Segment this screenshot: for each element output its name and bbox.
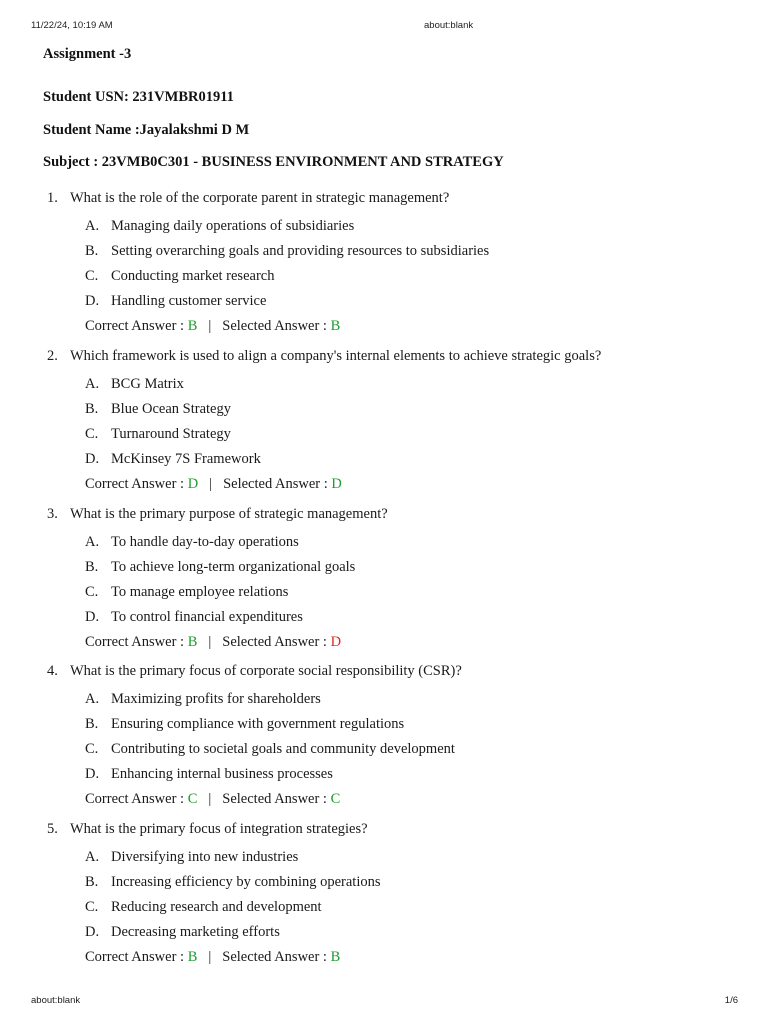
option-d — [85, 766, 333, 783]
option-text: Managing daily operations of subsidiaries — [111, 218, 355, 234]
option-c — [85, 268, 274, 285]
question-number: 5. — [47, 821, 58, 837]
correct-answer-value: B — [187, 318, 198, 334]
option-letter: C. — [85, 584, 99, 600]
option-text: To achieve long-term organizational goals — [111, 559, 356, 575]
selected-answer-value: D — [331, 476, 342, 492]
answer-separator: | — [208, 949, 212, 965]
option-a — [85, 376, 184, 393]
correct-answer-value: B — [187, 634, 198, 650]
question-text: Which framework is used to align a company's internal elements to achieve strategic goals? — [70, 348, 602, 364]
option-letter: D. — [85, 924, 100, 940]
option-d — [85, 293, 266, 310]
option-c — [85, 584, 288, 601]
question-text: What is the primary focus of integration strategies? — [70, 821, 368, 837]
answer-line — [85, 318, 340, 335]
option-b — [85, 401, 231, 418]
option-text: Contributing to societal goals and community development — [111, 741, 455, 757]
option-text: To control financial expenditures — [111, 609, 303, 625]
option-letter: D. — [85, 609, 100, 625]
option-a — [85, 691, 321, 708]
selected-answer-label: Selected Answer : — [222, 949, 331, 965]
answer-separator: | — [208, 791, 212, 807]
correct-answer-label: Correct Answer : — [85, 634, 188, 650]
option-text: Handling customer service — [111, 293, 267, 309]
option-letter: A. — [85, 691, 100, 707]
option-text: Decreasing marketing efforts — [111, 924, 280, 940]
answer-line — [85, 791, 340, 808]
question-text: What is the primary purpose of strategic management? — [70, 506, 388, 522]
option-text: Increasing efficiency by combining operations — [111, 874, 381, 890]
option-letter: A. — [85, 376, 100, 392]
option-letter: A. — [85, 849, 100, 865]
correct-answer-label: Correct Answer : — [85, 791, 188, 807]
question-text-line — [47, 190, 449, 207]
option-letter: C. — [85, 899, 99, 915]
option-text: Diversifying into new industries — [111, 849, 299, 865]
option-c — [85, 741, 455, 758]
question-number: 4. — [47, 663, 58, 679]
option-a — [85, 218, 354, 235]
correct-answer-value: C — [187, 791, 198, 807]
option-d — [85, 924, 280, 941]
correct-answer-label: Correct Answer : — [85, 949, 188, 965]
answer-line — [85, 476, 342, 493]
selected-answer-value: D — [330, 634, 342, 650]
question-text-line — [47, 821, 368, 838]
option-letter: B. — [85, 716, 99, 732]
option-text: Conducting market research — [111, 268, 275, 284]
option-letter: C. — [85, 268, 99, 284]
option-letter: B. — [85, 401, 99, 417]
selected-answer-label: Selected Answer : — [222, 791, 331, 807]
selected-answer-value: C — [330, 791, 341, 807]
answer-line — [85, 949, 340, 966]
option-b — [85, 716, 404, 733]
selected-answer-label: Selected Answer : — [223, 476, 332, 492]
answer-separator: | — [209, 476, 213, 492]
question-number: 2. — [47, 348, 58, 364]
option-letter: A. — [85, 534, 100, 550]
subject-line: Subject : 23VMB0C301 - BUSINESS ENVIRONMENT AND STRATEGY — [43, 154, 504, 170]
selected-answer-label: Selected Answer : — [222, 318, 331, 334]
correct-answer-label: Correct Answer : — [85, 318, 188, 334]
answer-separator: | — [208, 318, 212, 334]
print-footer — [0, 995, 768, 1009]
option-text: BCG Matrix — [111, 376, 184, 392]
question-text-line — [47, 348, 601, 365]
option-a — [85, 534, 299, 551]
answer-line — [85, 634, 341, 651]
option-letter: B. — [85, 874, 99, 890]
option-d — [85, 609, 303, 626]
option-text: To handle day-to-day operations — [111, 534, 299, 550]
print-header — [0, 20, 768, 34]
option-letter: D. — [85, 766, 100, 782]
option-letter: A. — [85, 218, 100, 234]
selected-answer-label: Selected Answer : — [222, 634, 331, 650]
option-letter: B. — [85, 559, 99, 575]
option-text: To manage employee relations — [111, 584, 289, 600]
correct-answer-value: B — [187, 949, 198, 965]
option-b — [85, 559, 355, 576]
option-letter: C. — [85, 741, 99, 757]
print-footer-url: about:blank — [31, 995, 81, 1006]
option-letter: D. — [85, 293, 100, 309]
option-text: Ensuring compliance with government regulations — [111, 716, 405, 732]
option-text: Turnaround Strategy — [111, 426, 231, 442]
correct-answer-value: D — [187, 476, 199, 492]
option-b — [85, 243, 489, 260]
question-number: 1. — [47, 190, 58, 206]
print-datetime: 11/22/24, 10:19 AM — [31, 20, 113, 31]
question-text: What is the role of the corporate parent in strategic management? — [70, 190, 450, 206]
option-letter: B. — [85, 243, 99, 259]
option-text: Setting overarching goals and providing resources to subsidiaries — [111, 243, 490, 259]
print-page-title: about:blank — [424, 20, 474, 31]
option-letter: D. — [85, 451, 100, 467]
option-text: Reducing research and development — [111, 899, 322, 915]
selected-answer-value: B — [330, 318, 341, 334]
question-text: What is the primary focus of corporate social responsibility (CSR)? — [70, 663, 462, 679]
option-text: Enhancing internal business processes — [111, 766, 333, 782]
question-number: 3. — [47, 506, 58, 522]
option-text: Maximizing profits for shareholders — [111, 691, 321, 707]
student-name: Student Name :Jayalakshmi D M — [43, 122, 250, 138]
option-a — [85, 849, 298, 866]
option-letter: C. — [85, 426, 99, 442]
correct-answer-label: Correct Answer : — [85, 476, 188, 492]
answer-separator: | — [208, 634, 212, 650]
option-b — [85, 874, 381, 891]
option-c — [85, 426, 231, 443]
option-c — [85, 899, 322, 916]
question-text-line — [47, 663, 462, 680]
student-usn: Student USN: 231VMBR01911 — [43, 89, 234, 105]
option-d — [85, 451, 261, 468]
option-text: Blue Ocean Strategy — [111, 401, 231, 417]
option-text: McKinsey 7S Framework — [111, 451, 261, 467]
page-counter: 1/6 — [724, 995, 738, 1006]
selected-answer-value: B — [330, 949, 341, 965]
assignment-title: Assignment -3 — [43, 46, 132, 62]
question-text-line — [47, 506, 388, 523]
